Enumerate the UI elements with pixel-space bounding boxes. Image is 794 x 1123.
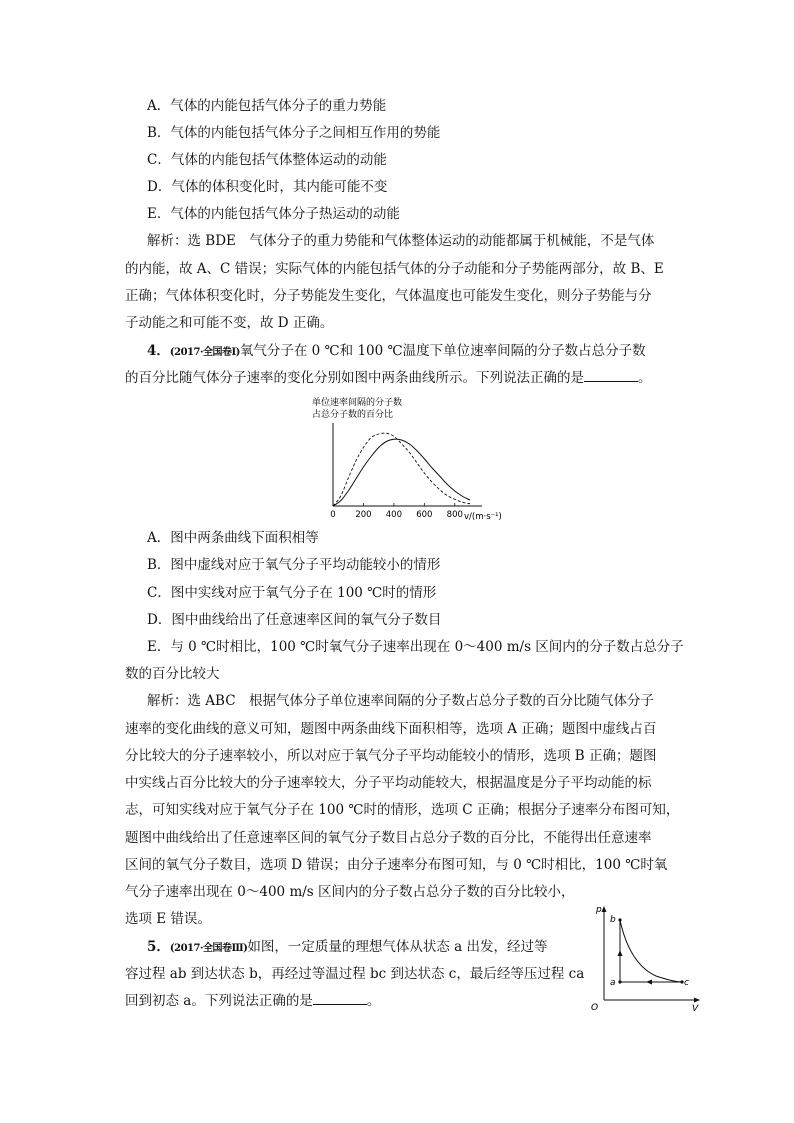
series-line-dashed [333, 433, 470, 506]
q4-option-e-cont: 数的百分比较大 [125, 666, 220, 682]
pv-p-arrow [602, 906, 607, 912]
q3-option-d: D．气体的体积变化时，其内能可能不变 [147, 179, 388, 195]
chart-x-tick-label: 600 [416, 510, 433, 520]
q4-analysis-line: 志，可知实线对应于氧气分子在 100 ℃时的情形，选项 C 正确；根据分子速率分布图可知， [125, 802, 680, 818]
q4-analysis-line: 题图中曲线给出了任意速率区间的氧气分子数目占总分子数的百分比，不能得出任意速率 [125, 830, 652, 846]
pv-point-a [618, 980, 621, 983]
q4-option-a: A．图中两条曲线下面积相等 [147, 530, 319, 546]
q4-number: 4． [147, 343, 170, 359]
q4-source: (2017·全国卷Ⅰ) [169, 347, 240, 358]
q5-stem-text1: 如图，一定质量的理想气体从状态 a 出发，经过等 [247, 939, 548, 955]
pv-arrow-ca [646, 980, 652, 985]
q4-analysis-line: 气分子速率出现在 0～400 m/s 区间内的分子数占总分子数的百分比较小， [125, 884, 575, 900]
q5-stem-line3 [125, 991, 565, 1011]
chart-x-tick-label: 200 [355, 510, 372, 520]
pv-point-a-label: a [610, 978, 616, 988]
q3-option-e: E．气体的内能包括气体分子热运动的动能 [147, 206, 400, 222]
pv-point-b [618, 918, 621, 921]
q4-stem-period: 。 [638, 370, 652, 386]
chart-x-tick-label: 0 [330, 510, 336, 520]
answer-blank [313, 992, 367, 1005]
q3-analysis-line: 的内能，故 A、C 错误；实际气体的内能包括气体的分子动能和分子势能两部分，故 B、E [125, 261, 664, 277]
q3-analysis-line: 正确；气体体积变化时，分子势能发生变化，气体温度也可能发生变化，则分子势能与分 [125, 288, 652, 304]
pv-point-c-label: c [684, 978, 689, 988]
chart-xlabel: v/(m·s⁻¹) [464, 512, 502, 522]
q5-stem-line2: 容过程 ab 到达状态 b，再经过等温过程 bc 到达状态 c，最后经等压过程 ca [125, 966, 585, 982]
q3-option-c: C．气体的内能包括气体整体运动的动能 [147, 152, 387, 168]
q5-stem-text3: 回到初态 a。下列说法正确的是 [125, 993, 313, 1009]
q4-analysis-line: 选项 E 错误。 [125, 911, 211, 927]
pv-axis-p-label: p [596, 905, 602, 915]
q4-option-b: B．图中虚线对应于氧气分子平均动能较小的情形 [147, 557, 441, 573]
q3-analysis-line: 子动能之和可能不变，故 D 正确。 [125, 315, 334, 331]
chart-x-tick-label: 400 [385, 510, 403, 520]
q4-stem-text1: 氧气分子在 0 ℃和 100 ℃温度下单位速率间隔的分子数占总分子数 [239, 343, 646, 359]
q4-option-d: D．图中曲线给出了任意速率区间的氧气分子数目 [147, 612, 442, 628]
q4-analysis-line: 解析：选 ABC 根据气体分子单位速率间隔的分子数占总分子数的百分比随气体分子 [147, 693, 655, 709]
q4-stem-line1 [147, 341, 702, 363]
chart-ylabel-line2: 占总分子数的百分比 [312, 410, 394, 420]
q4-option-e: E．与 0 ℃时相比，100 ℃时氧气分子速率出现在 0～400 m/s 区间内的分子数占总分子 [147, 639, 684, 655]
q4-analysis-line: 中实线占百分比较大的分子速率较大，分子平均动能较大，根据温度是分子平均动能的标 [125, 775, 652, 791]
answer-blank [584, 369, 638, 382]
pv-point-b-label: b [610, 915, 616, 925]
q4-stem-line2 [125, 368, 680, 388]
pv-v-arrow [694, 998, 700, 1003]
chart-ylabel-line1: 单位速率间隔的分子数 [312, 398, 403, 408]
q4-analysis-line: 区间的氧气分子数目，选项 D 错误；由分子速率分布图可知，与 0 ℃时相比，100 ℃时氧 [125, 857, 668, 873]
q3-analysis-line: 解析：选 BDE 气体分子的重力势能和气体整体运动的动能都属于机械能，不是气体 [147, 233, 655, 249]
pv-isotherm-bc [620, 920, 682, 982]
pv-axis-v-label: V [692, 1004, 699, 1012]
chart-x-tick-label: 800 [446, 510, 463, 520]
q3-option-b: B．气体的内能包括气体分子之间相互作用的势能 [147, 125, 441, 141]
q5-source: (2017·全国卷Ⅲ) [169, 943, 248, 954]
pv-arrow-ab [618, 950, 623, 956]
q4-option-c: C．图中实线对应于氧气分子在 100 ℃时的情形 [147, 585, 437, 601]
pv-origin-label: O [591, 1003, 599, 1012]
speed-distribution-chart [300, 393, 520, 525]
q4-analysis-line: 速率的变化曲线的意义可知，题图中两条曲线下面积相等，选项 A 正确；题图中虚线占百 [125, 721, 657, 737]
q5-stem-period: 。 [366, 993, 381, 1009]
pv-diagram [586, 900, 706, 1012]
q5-stem-line1 [147, 937, 587, 959]
q4-stem-text2: 的百分比随气体分子速率的变化分别如图中两条曲线所示。下列说法正确的是 [125, 370, 584, 386]
q4-analysis-line: 分比较大的分子速率较小，所以对应于氧气分子平均动能较小的情形，选项 B 正确；题图 [125, 748, 657, 764]
q5-number: 5． [147, 939, 170, 955]
series-line-solid [333, 439, 470, 506]
q3-option-a: A．气体的内能包括气体分子的重力势能 [147, 98, 387, 114]
